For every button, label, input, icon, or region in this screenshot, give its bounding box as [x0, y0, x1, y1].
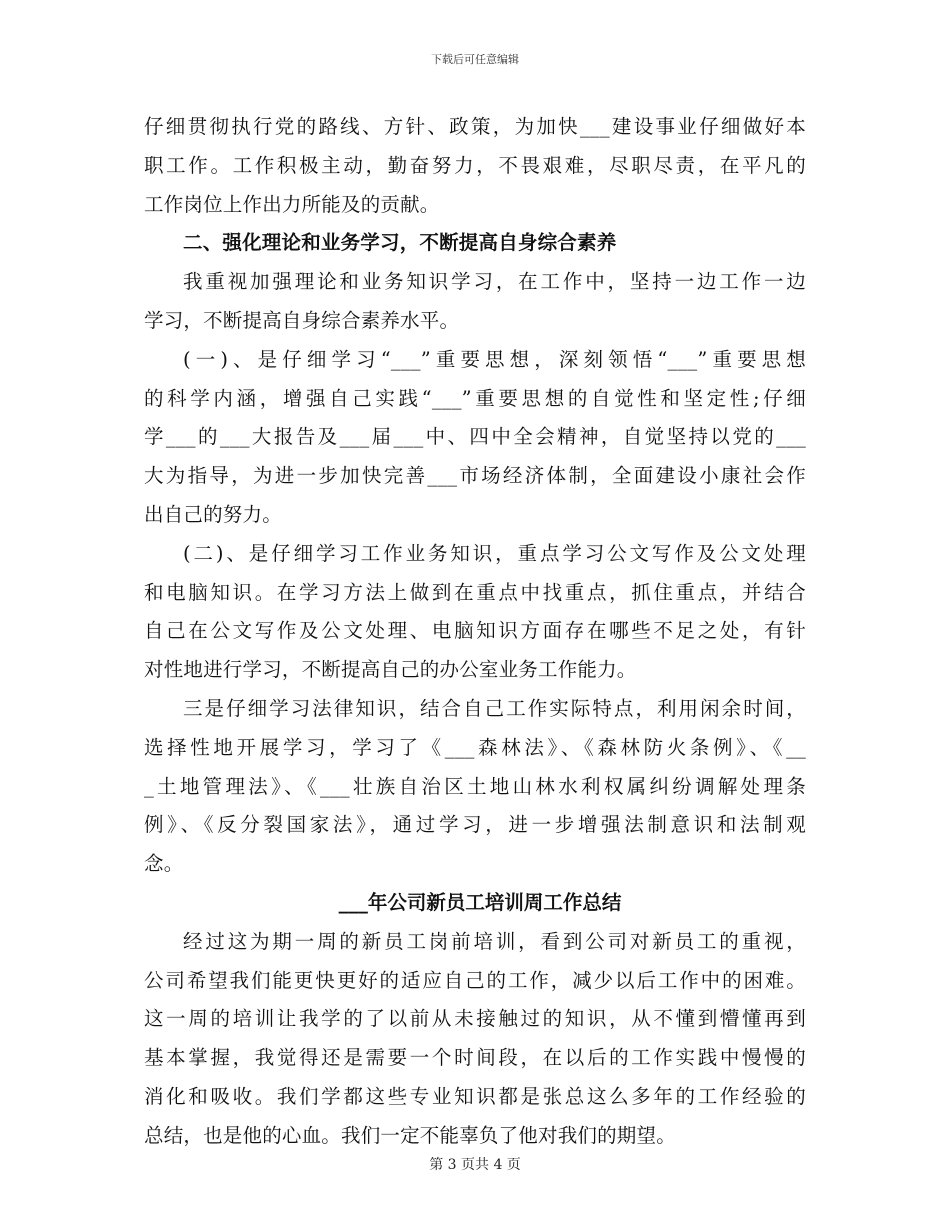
text-line: 的科学内涵，增强自己实践“___”重要思想的自觉性和坚定性;仔细 [144, 386, 806, 410]
text-line: 学习，不断提高自身综合素养水平。 [144, 308, 460, 332]
text-line: 念。 [144, 852, 184, 876]
text-line: 对性地进行学习，不断提高自己的办公室业务工作能力。 [144, 658, 637, 682]
text-line: 这一周的培训让我学的了以前从未接触过的知识，从不懂到懵懂再到 [144, 1007, 806, 1031]
section-heading [144, 224, 806, 263]
text-line: 基本掌握，我觉得还是需要一个时间段，在以后的工作实践中慢慢的 [144, 1046, 806, 1070]
text-line: 职工作。工作积极主动，勤奋努力，不畏艰难，尽职尽责，在平凡的 [144, 153, 806, 177]
text-line: 工作岗位上作出力所能及的贡献。 [144, 192, 440, 216]
text-line: 消化和吸收。我们学都这些专业知识都是张总这么多年的工作经验的 [144, 1084, 806, 1108]
text-line: 三是仔细学习法律知识，结合自己工作实际特点，利用闲余时间， [183, 696, 806, 720]
paragraph-training-summary [144, 923, 806, 1156]
text-line: 我重视加强理论和业务知识学习，在工作中，坚持一边工作一边 [183, 270, 806, 294]
paragraph-business-study [144, 535, 806, 690]
paragraph-law-study [144, 690, 806, 884]
text-line: 仔细贯彻执行党的路线、方针、政策，为加快___建设事业仔细做好本 [144, 115, 806, 138]
section-heading-text: 二、强化理论和业务学习，不断提高自身综合素养 [183, 231, 617, 255]
text-line: 大为指导，为进一步加快完善___市场经济体制，全面建设小康社会作 [144, 464, 806, 488]
text-line: 公司希望我们能更快更好的适应自己的工作，减少以后工作中的困难。 [144, 968, 806, 992]
text-line: 经过这为期一周的新员工岗前培训，看到公司对新员工的重视， [183, 929, 806, 953]
page-number: 第 3 页共 4 页 [429, 1157, 521, 1173]
text-line: 总结，也是他的心血。我们一定不能辜负了他对我们的期望。 [144, 1123, 676, 1147]
text-line: 和电脑知识。在学习方法上做到在重点中找重点，抓住重点，并结合 [144, 580, 806, 604]
paragraph-party-line [144, 108, 806, 224]
paragraph-study-intro [144, 263, 806, 341]
text-line: 出自己的努力。 [144, 502, 282, 526]
text-line: 例》、《反分裂国家法》，通过学习，进一步增强法制意识和法制观 [144, 813, 806, 837]
text-line: 选择性地开展学习，学习了《___森林法》、《森林防火条例》、《__ [144, 735, 806, 759]
text-line: 自己在公文写作及公文处理、电脑知识方面存在哪些不足之处，有针 [144, 619, 806, 643]
paragraph-theory-study [144, 341, 806, 535]
document-title: ___年公司新员工培训周工作总结 [338, 890, 622, 914]
text-line: (二)、是仔细学习工作业务知识，重点学习公文写作及公文处理 [183, 541, 806, 565]
text-line: 学___的___大报告及___届___中、四中全会精神，自觉坚持以党的___ [144, 425, 806, 449]
text-line: _土地管理法》、《___壮族自治区土地山林水利权属纠纷调解处理条 [144, 774, 806, 798]
text-line: (一)、是仔细学习“___”重要思想，深刻领悟“___”重要思想 [183, 347, 806, 371]
document-body [144, 108, 806, 1156]
header-note: 下载后可任意编辑 [431, 53, 519, 66]
